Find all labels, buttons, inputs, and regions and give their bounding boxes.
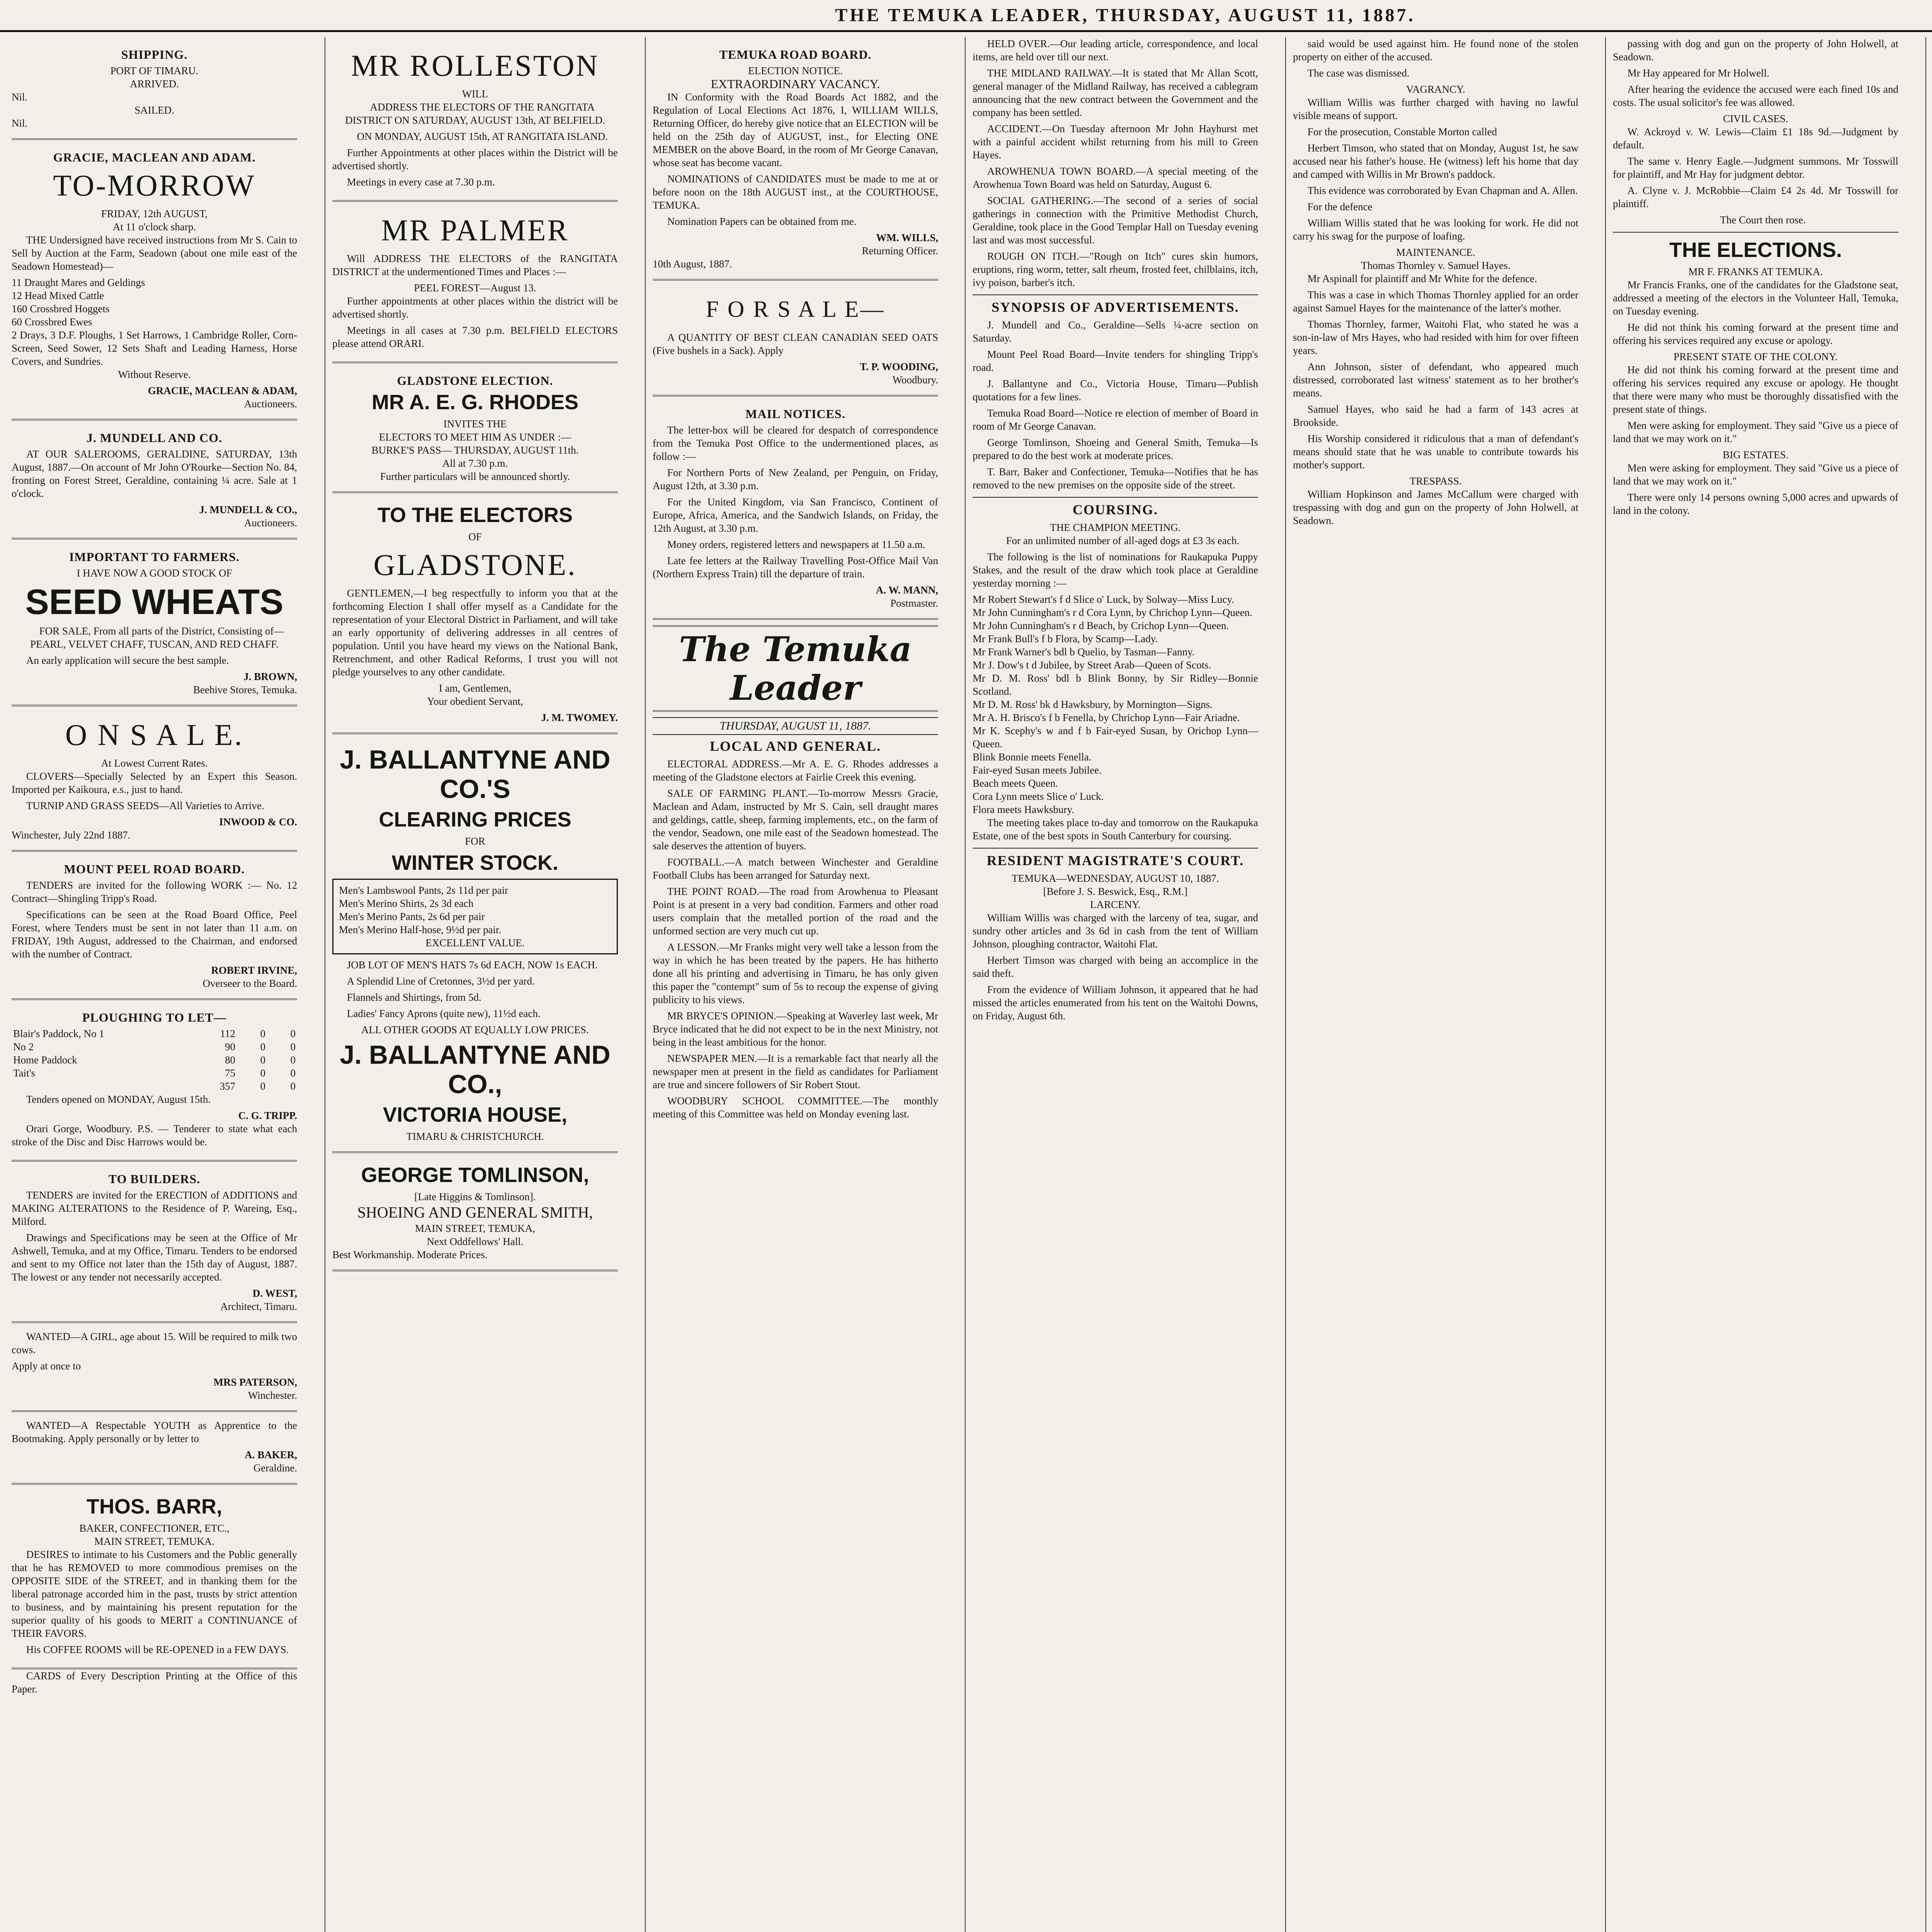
- news-paragraph: ROUGH ON ITCH.—"Rough on Itch" cures skin humors, eruptions, ring worm, tetter, salt rheum, frosted feet, chilblains, itch, ivy poison, barber's itch.: [973, 250, 1258, 288]
- cards-notice: CARDS of Every Description Printing at the Office of this Paper.: [12, 1670, 297, 1695]
- synopsis-item: T. Barr, Baker and Confectioner, Temuka—Notifies that he has removed to the new premises on the opposite side of the street.: [973, 466, 1258, 491]
- synopsis-item: George Tomlinson, Shoeing and General Smith, Temuka—Is prepared to do the best work at moderate prices.: [973, 437, 1258, 461]
- leader-title: The Temuka Leader: [679, 629, 912, 708]
- palmer-place: PEEL FOREST—August 13.: [414, 282, 536, 294]
- paddock-perches: 0: [290, 1054, 296, 1066]
- estates-paragraph: Men were asking for employment. They said "Give us a piece of land that we may work on it.": [1613, 462, 1898, 487]
- trespass-body: William Hopkinson and James McCallum were charged with trespassing with dog and gun on the property of John Holwell, at Seadown.: [1293, 488, 1578, 526]
- onsale-body: CLOVERS—Specially Selected by an Expert this Season. Imported per Kaikoura, e.s., just to hand.: [12, 770, 297, 795]
- civil-paragraph: W. Ackroyd v. W. Lewis—Claim £1 18s 9d.—Judgment by default.: [1613, 126, 1898, 151]
- paddock-roods: 0: [260, 1041, 265, 1053]
- local-paragraph: A LESSON.—Mr Franks might very well take a lesson from the way in which he has been treated by the papers. He has hitherto done all his printing and advertising in Timaru, he has only given this paper the "contempt" sum of 5s to recoup the expense of giving publicity to his views.: [653, 941, 938, 1005]
- tomorrow-item: 60 Crossbred Ewes: [12, 316, 92, 328]
- onsale-signature: INWOOD & CO.: [219, 816, 297, 828]
- electors-to: TO THE ELECTORS: [377, 503, 573, 527]
- table-row: [12, 1040, 297, 1053]
- mount-peel-body: TENDERS are invited for the following WORK :— No. 12 Contract—Shingling Tripp's Road.: [12, 879, 297, 904]
- wanted-youth-ad: [12, 1412, 297, 1485]
- rm-paragraph: From the evidence of William Johnson, it appeared that he had missed the articles enumerated from his tent on the Waitohi Downs, on Friday, August 6th.: [973, 984, 1258, 1022]
- paddock-name: Home Paddock: [13, 1054, 77, 1066]
- election-notice: ELECTION NOTICE.: [748, 65, 843, 77]
- barr-address: MAIN STREET, TEMUKA.: [94, 1536, 214, 1547]
- maintenance-paragraph: Thomas Thornley, farmer, Waitohi Flat, who stated he was a son-in-law of Mrs Hayes, who had resided with him for over fifteen years.: [1293, 318, 1578, 356]
- onsale-body2: TURNIP AND GRASS SEEDS—All Varieties to Arrive.: [26, 800, 264, 811]
- vagrancy-paragraph: This evidence was corroborated by Evan Chapman and A. Allen.: [1307, 185, 1578, 196]
- vagrancy-paragraph: For the defence: [1307, 201, 1372, 213]
- rhodes-more: Further particulars will be announced shortly.: [380, 471, 570, 482]
- rhodes-invites: INVITES THE: [443, 418, 507, 430]
- palmer-name: MR PALMER: [381, 213, 569, 247]
- civil-paragraph: A. Clyne v. J. McRobbie—Claim £4 2s 4d. Mr Tosswill for plaintiff.: [1613, 185, 1898, 209]
- mail-signature: A. W. MANN,: [876, 584, 938, 596]
- larceny-title: LARCENY.: [1090, 899, 1141, 910]
- paddock-perches: 0: [290, 1041, 296, 1053]
- twomey-ad: [332, 493, 618, 734]
- table-row: [12, 1080, 297, 1093]
- road-board-body3: Nomination Papers can be obtained from me.: [667, 216, 857, 227]
- paddock-roods: 0: [260, 1067, 265, 1079]
- job-lot: JOB LOT OF MEN'S HATS 7s 6d EACH, NOW 1s EACH.: [347, 959, 598, 971]
- ploughing-ps: Orari Gorge, Woodbury. P.S. — Tenderer to state what each stroke of the Disc and Disc Harrows would be.: [12, 1123, 297, 1148]
- tomorrow-time: At 11 o'clock sharp.: [112, 221, 196, 233]
- gracie-auction-ad: [12, 140, 297, 420]
- paddock-name: Tait's: [13, 1067, 35, 1079]
- shipping-notice: [12, 37, 297, 140]
- flannels: Flannels and Shirtings, from 5d.: [347, 992, 481, 1003]
- rhodes-place: BURKE'S PASS— THURSDAY, AUGUST 11th.: [371, 444, 579, 456]
- column-3: [645, 37, 945, 1932]
- mail-body2: For Northern Ports of New Zealand, per Penguin, on Friday, August 12th, at 3.30 p.m.: [653, 467, 938, 492]
- rm-paragraph: William Willis was charged with the larceny of tea, sugar, and sundry other articles and 3s 6d in cash from the tent of William Johnson, ploughing contractor, Waitohi Flat.: [973, 912, 1258, 950]
- coursing-entry: Mr Frank Warner's bdl b Quelio, by Tasman—Fanny.: [973, 646, 1195, 658]
- civil-cases-title: CIVIL CASES.: [1723, 113, 1788, 124]
- coursing-title: COURSING.: [1072, 502, 1158, 517]
- wanted-girl-place: Winchester.: [248, 1389, 297, 1401]
- rolleston-will: WILL: [462, 88, 488, 100]
- table-row: [12, 1053, 297, 1066]
- gracie-signature-title: Auctioneers.: [244, 398, 297, 410]
- mundell-body: AT OUR SALEROOMS, GERALDINE, SATURDAY, 13th August, 1887.—On account of Mr John O'Rourke—Section No. 84, fronting on Forest Street, Geraldine, containing ¼ acre. Sale at 1 o'clock.: [12, 448, 297, 499]
- draw-entry: Fair-eyed Susan meets Jubilee.: [973, 764, 1102, 776]
- road-board-title: TEMUKA ROAD BOARD.: [719, 48, 872, 61]
- onsale-place: Winchester, July 22nd 1887.: [12, 829, 131, 841]
- running-head-text: THE TEMUKA LEADER, THURSDAY, AUGUST 11, 1887.: [835, 5, 1415, 26]
- draw-entry: Beach meets Queen.: [973, 777, 1058, 789]
- for-sale-signature: T. P. WOODING,: [860, 361, 938, 372]
- tomorrow-reserve: Without Reserve.: [118, 369, 191, 380]
- ploughing-ad: [12, 1000, 297, 1162]
- tomlinson-foot: Best Workmanship. Moderate Prices.: [332, 1249, 488, 1260]
- winter-items-box: [332, 879, 618, 954]
- barr-coffee: His COFFEE ROOMS will be RE-OPENED in a FEW DAYS.: [26, 1644, 289, 1655]
- builders-body: TENDERS are invited for the ERECTION of ADDITIONS and MAKING ALTERATIONS to the Residence of P. Wareing, Esq., Milford.: [12, 1189, 297, 1227]
- twomey-yours: Your obedient Servant,: [427, 696, 523, 707]
- draw-entry: Cora Lynn meets Slice o' Luck.: [973, 791, 1104, 802]
- farmers-signature: J. BROWN,: [243, 671, 297, 682]
- twomey-signature: J. M. TWOMEY.: [541, 712, 618, 723]
- coursing-intro: For an unlimited number of all-aged dogs at £3 3s each.: [1006, 535, 1240, 546]
- tomorrow-heading: TO-MORROW: [53, 168, 256, 202]
- mail-notices: [653, 396, 938, 620]
- ploughing-body: Tenders opened on MONDAY, August 15th.: [26, 1094, 211, 1105]
- gladstone-election-title: GLADSTONE ELECTION.: [397, 374, 553, 388]
- newspaper-page: [5, 37, 1932, 1932]
- divider: [973, 497, 1258, 498]
- rm-court-before: [Before J. S. Beswick, Esq., R.M.]: [1043, 886, 1188, 897]
- column-7: [1925, 37, 1932, 1932]
- local-paragraph: WOODBURY SCHOOL COMMITTEE.—The monthly meeting of this Committee was held on Monday evening last.: [653, 1095, 938, 1120]
- rhodes-name: MR A. E. G. RHODES: [371, 391, 579, 414]
- for-sale-body: A QUANTITY OF BEST CLEAN CANADIAN SEED OATS (Five bushels in a Sack). Apply: [653, 332, 938, 356]
- rolleston-ad: [332, 37, 618, 202]
- divider: [1613, 232, 1898, 233]
- palmer-body2: Further appointments at other places within the district will be advertised shortly.: [332, 295, 618, 320]
- state-paragraph: Men were asking for employment. They said "Give us a piece of land that we may work on it.": [1613, 420, 1898, 444]
- court-paragraph: Mr Hay appeared for Mr Holwell.: [1627, 67, 1770, 79]
- mount-peel-title: MOUNT PEEL ROAD BOARD.: [64, 862, 245, 876]
- paddock-name: Blair's Paddock, No 1: [13, 1028, 104, 1039]
- tomlinson-address: MAIN STREET, TEMUKA,: [415, 1223, 535, 1234]
- ploughing-signature: C. G. TRIPP.: [238, 1110, 297, 1121]
- farmers-sample: An early application will secure the best sample.: [26, 655, 229, 666]
- road-board-date: 10th August, 1887.: [653, 258, 732, 270]
- vagrancy-paragraph: Herbert Timson, who stated that on Monday, August 1st, he saw accused near his father's house. He (witness) left his home that day and camped with Willis in Mr Brown's paddock.: [1293, 142, 1578, 180]
- trespass-title: TRESPASS.: [1410, 475, 1462, 487]
- column-5: [1285, 37, 1585, 1932]
- cretonnes: A Splendid Line of Cretonnes, 3½d per yard.: [347, 975, 535, 987]
- column-4: [965, 37, 1265, 1932]
- rolleston-meetings: Meetings in every case at 7.30 p.m.: [347, 176, 495, 188]
- clearing-heading: CLEARING PRICES: [379, 808, 571, 831]
- wanted-girl-body: WANTED—A GIRL, age about 15. Will be required to milk two cows.: [12, 1331, 297, 1355]
- rhodes-ad: [332, 363, 618, 493]
- court-paragraph: passing with dog and gun on the property of John Holwell, at Seadown.: [1613, 38, 1898, 63]
- rm-court-date: TEMUKA—WEDNESDAY, AUGUST 10, 1887.: [1012, 872, 1219, 884]
- mount-peel-signature: ROBERT IRVINE,: [211, 964, 297, 976]
- electors-of: OF: [468, 531, 482, 543]
- paddock-roods: 0: [260, 1028, 265, 1039]
- maintenance-paragraph: Mr Aspinall for plaintiff and Mr White for the defence.: [1307, 273, 1537, 284]
- synopsis-title: SYNOPSIS OF ADVERTISEMENTS.: [992, 299, 1239, 315]
- vagrancy-paragraph: William Willis was further charged with having no lawful visible means of support.: [1293, 97, 1578, 121]
- maintenance-case: Thomas Thornley v. Samuel Hayes.: [1361, 260, 1510, 271]
- winter-item: Men's Merino Shirts, 2s 3d each: [339, 898, 474, 909]
- estates-paragraph: There were only 14 persons owning 5,000 acres and upwards of land in the colony.: [1613, 492, 1898, 516]
- leader-date: THURSDAY, AUGUST 11, 1887.: [653, 717, 938, 735]
- table-row: [12, 1066, 297, 1080]
- coursing-body: The following is the list of nominations for Raukapuka Puppy Stakes, and the result of the draw which took place at Geraldine yesterday morning :—: [973, 551, 1258, 589]
- coursing-foot: The meeting takes place to-day and tomorrow on the Raukapuka Estate, one of the best spots in South Canterbury for coursing.: [973, 817, 1258, 842]
- tomorrow-body: THE Undersigned have received instructions from Mr S. Cain to Sell by Auction at the Farm, Seadown (about one mile east of the Seadown Homestead)—: [12, 234, 297, 272]
- rolleston-body: ADDRESS THE ELECTORS OF THE RANGITATA DISTRICT ON SATURDAY, AUGUST 13th, AT BELFIELD.: [345, 101, 605, 126]
- ballantyne-ad: [332, 734, 618, 1153]
- palmer-ad: [332, 202, 618, 363]
- wanted-youth-body: WANTED—A Respectable YOUTH as Apprentice to the Bootmaking. Apply personally or by letter to: [12, 1420, 297, 1444]
- barr-name: THOS. BARR,: [87, 1495, 222, 1518]
- mundell-ad: [12, 420, 297, 539]
- franks-paragraph: He did not think his coming forward at the present time and offering his services required any excuse or apology.: [1613, 321, 1898, 346]
- coursing-entry: Mr John Cunningham's r d Beach, by Crichop Lynn—Queen.: [973, 620, 1229, 631]
- barr-trade: BAKER, CONFECTIONER, ETC.,: [79, 1522, 230, 1534]
- farmers-body: FOR SALE, From all parts of the District, Consisting of— PEARL, VELVET CHAFF, TUSCAN, AND RED CHAFF.: [30, 625, 284, 650]
- mail-body5: Late fee letters at the Railway Travelling Post-Office Mail Van (Northern Express Train) till the departure of train.: [653, 555, 938, 580]
- sailed-value: Nil.: [12, 117, 28, 129]
- draw-entry: Blink Bonnie meets Fenella.: [973, 751, 1092, 763]
- franks-subtitle: MR F. FRANKS AT TEMUKA.: [1688, 266, 1823, 277]
- coursing-entry: Mr D. M. Ross' bk d Hawksbury, by Mornington—Signs.: [973, 699, 1213, 710]
- victoria-sub: TIMARU & CHRISTCHURCH.: [406, 1131, 544, 1142]
- for-sale-ad: [653, 281, 938, 396]
- road-board-signature: WM. WILLS,: [876, 232, 938, 243]
- mail-body4: Money orders, registered letters and newspapers at 11.50 a.m.: [667, 539, 925, 550]
- tomlinson-ad: [332, 1153, 618, 1271]
- builders-signature: D. WEST,: [252, 1287, 297, 1299]
- palmer-body: Will ADDRESS THE ELECTORS of the RANGITATA DISTRICT at the undermentioned Times and Places :—: [332, 253, 618, 277]
- rhodes-time: All at 7.30 p.m.: [442, 457, 508, 469]
- mail-body: The letter-box will be cleared for despatch of correspondence from the Temuka Post Office to the undermentioned places, as follow :—: [653, 424, 938, 462]
- twomey-iam: I am, Gentlemen,: [439, 682, 512, 694]
- electors-gladstone: GLADSTONE.: [373, 548, 577, 582]
- paddock-roods: 0: [260, 1080, 265, 1092]
- maintenance-paragraph: His Worship considered it ridiculous that a man of defendant's means should state that he was unable to contribute towards his mother's support.: [1293, 433, 1578, 471]
- coursing-entry: Mr Robert Stewart's f d Slice o' Luck, by Solway—Miss Lucy.: [973, 594, 1234, 605]
- court-paragraph: said would be used against him. He found none of the stolen property on either of the accused.: [1293, 38, 1578, 63]
- paddock-name: [12, 1080, 207, 1093]
- column-1: [5, 37, 304, 1932]
- ballantyne-heading-2: J. BALLANTYNE AND CO.,: [340, 1040, 611, 1099]
- builders-body2: Drawings and Specifications may be seen at the Office of Mr Ashwell, Temuka, and at my Office, Timaru. Tenders to be endorsed and sent to my Office not later than the 15th day of August, 1887. The lowest or any tender not necessarily accepted.: [12, 1232, 297, 1283]
- mount-peel-ad: [12, 852, 297, 1000]
- paddock-perches: 0: [290, 1080, 296, 1092]
- big-estates-title: BIG ESTATES.: [1723, 449, 1789, 461]
- seed-wheats-heading: SEED WHEATS: [25, 582, 284, 622]
- local-paragraph: FOOTBALL.—A match between Winchester and Geraldine Football Clubs has been arranged for Saturday next.: [653, 856, 938, 881]
- road-board-signature-title: Returning Officer.: [862, 245, 938, 257]
- vagrancy-title: VAGRANCY.: [1406, 83, 1465, 95]
- paddock-acres: 75: [225, 1067, 235, 1079]
- draw-entry: Flora meets Hawksbury.: [973, 804, 1074, 815]
- farmers-ad: [12, 539, 297, 706]
- rolleston-body2: ON MONDAY, AUGUST 15th, AT RANGITATA ISLAND.: [357, 131, 608, 142]
- franks-paragraph: Mr Francis Franks, one of the candidates for the Gladstone seat, addressed a meeting of the electors in the Volunteer Hall, Temuka, on Tuesday evening.: [1613, 279, 1898, 317]
- paddock-perches: 0: [290, 1028, 296, 1039]
- mail-title: MAIL NOTICES.: [745, 407, 845, 421]
- table-row: [12, 1027, 297, 1040]
- column-6: [1605, 37, 1905, 1932]
- paddock-acres: 90: [225, 1041, 235, 1053]
- winter-item: Men's Merino Pants, 2s 6d per pair: [339, 911, 485, 922]
- news-paragraph: HELD OVER.—Our leading article, correspondence, and local items, are held over till our next.: [973, 38, 1258, 63]
- leader-masthead: [653, 625, 938, 712]
- tomorrow-item: 11 Draught Mares and Geldings: [12, 277, 145, 288]
- coursing-entry: Mr D. M. Ross' bdl b Blink Bonny, by Sir Ridley—Bonnie Scotland.: [973, 672, 1258, 697]
- rolleston-name: MR ROLLESTON: [351, 49, 599, 82]
- arrived-value: Nil.: [12, 91, 28, 103]
- news-paragraph: ACCIDENT.—On Tuesday afternoon Mr John Hayhurst met with a painful accident whilst returning from his mill to Green Hayes.: [973, 123, 1258, 161]
- tomlinson-next: Next Oddfellows' Hall.: [427, 1236, 524, 1247]
- sailed-label: SAILED.: [134, 104, 174, 116]
- news-paragraph: SOCIAL GATHERING.—The second of a series of social gatherings in connection with the Primitive Methodist Church, Geraldine, took place in the Good Templar Hall on Tuesday evening last and was most successful.: [973, 195, 1258, 246]
- maintenance-paragraph: This was a case in which Thomas Thornley applied for an order against Samuel Hayes for the maintenance of the latter's mother.: [1293, 289, 1578, 314]
- court-paragraph: After hearing the evidence the accused were each fined 10s and costs. The usual solicitor's fee was allowed.: [1613, 83, 1898, 108]
- excellent-value: EXCELLENT VALUE.: [425, 937, 525, 949]
- winter-stock-heading: WINTER STOCK.: [392, 851, 558, 874]
- mundell-heading: J. MUNDELL AND CO.: [86, 431, 223, 445]
- mount-peel-body2: Specifications can be seen at the Road Board Office, Peel Forest, where Tenders must be sent in not later than 11 a.m. on FRIDAY, 19th August, addressed to the Chairman, and endorsed with the number of Contract.: [12, 909, 297, 960]
- for-sale-place: Woodbury.: [892, 374, 938, 386]
- local-paragraph: NEWSPAPER MEN.—It is a remarkable fact that nearly all the newspaper men at present in the field as candidates for Parliament are true and sincere followers of Sir Robert Stout.: [653, 1053, 938, 1090]
- paddock-acres: 80: [225, 1054, 235, 1066]
- barr-ad: [12, 1485, 297, 1669]
- gracie-heading: GRACIE, MACLEAN AND ADAM.: [53, 150, 256, 164]
- tomorrow-item: 2 Drays, 3 D.F. Ploughs, 1 Set Harrows, 1 Cambridge Roller, Corn-Screen, Seed Sower, 12 Sets Shaft and Leading Harness, Horse Covers, and Sundries.: [12, 329, 297, 367]
- tomorrow-item: 160 Crossbred Hoggets: [12, 303, 110, 315]
- rm-court-title: RESIDENT MAGISTRATE'S COURT.: [986, 853, 1244, 868]
- rm-paragraph: Herbert Timson was charged with being an accomplice in the said theft.: [973, 954, 1258, 979]
- coursing-entry: Mr K. Scephy's w and f b Fair-eyed Susan, by Orichop Lynn—Queen.: [973, 725, 1258, 750]
- local-paragraph: MR BRYCE'S OPINION.—Speaking at Waverley last week, Mr Bryce indicated that he did not expect to be in the next Ministry, not being in the least ambitious for the honor.: [653, 1010, 938, 1048]
- winter-item: Men's Lambswool Pants, 2s 11d per pair: [339, 884, 509, 896]
- maintenance-paragraph: Samuel Hayes, who said he had a farm of 143 acres at Brookside.: [1293, 403, 1578, 428]
- shoeing-heading: SHOEING AND GENERAL SMITH,: [357, 1204, 593, 1221]
- synopsis-item: J. Ballantyne and Co., Victoria House, Timaru—Publish quotations for a few lines.: [973, 378, 1258, 403]
- vagrancy-paragraph: William Willis stated that he was looking for work. He did not carry his swag for the purpose of loafing.: [1293, 217, 1578, 242]
- extraordinary-vacancy: EXTRAORDINARY VACANCY.: [711, 77, 880, 91]
- present-state-title: PRESENT STATE OF THE COLONY.: [1673, 351, 1838, 362]
- news-paragraph: AROWHENUA TOWN BOARD.—A special meeting of the Arowhenua Town Board was held on Saturday, August 6.: [973, 165, 1258, 190]
- farmers-title: IMPORTANT TO FARMERS.: [69, 550, 240, 564]
- paddock-roods: 0: [260, 1054, 265, 1066]
- synopsis-item: Temuka Road Board—Notice re election of member of Board in room of Mr George Canavan.: [973, 407, 1258, 432]
- champion-title: THE CHAMPION MEETING.: [1050, 522, 1181, 533]
- civil-paragraph: The same v. Henry Eagle.—Judgment summons. Mr Tosswill for plaintiff, and Mr Hay for judgment debtor.: [1613, 155, 1898, 180]
- for-sale-heading: F O R S A L E—: [706, 296, 885, 322]
- aprons: Ladies' Fancy Aprons (quite new), 11½d each.: [347, 1008, 541, 1019]
- wanted-youth-signature: A. BAKER,: [245, 1449, 297, 1461]
- state-paragraph: He did not think his coming forward at the present time and offering his services required any excuse or apology. He thought that there were many who must be thoroughly dissatisfied with the present state of things.: [1613, 364, 1898, 415]
- farmers-signature-addr: Beehive Stores, Temuka.: [193, 684, 297, 696]
- coursing-entry: Mr Frank Bull's f b Flora, by Scamp—Lady.: [973, 633, 1158, 645]
- mail-signature-title: Postmaster.: [890, 597, 938, 609]
- for-label: FOR: [465, 835, 485, 847]
- barr-body: DESIRES to intimate to his Customers and the Public generally that he has REMOVED to more commodious premises on the OPPOSITE SIDE of the STREET, and in thanking them for the liberal patronage accorded him in the past, trusts by strict attention to business, and by maintaining his present reputation for the superior quality of his goods to MERIT a CONTINUANCE of THEIR FAVORS.: [12, 1549, 297, 1639]
- palmer-body3: Meetings in all cases at 7.30 p.m. BELFIELD ELECTORS please attend ORARI.: [332, 325, 618, 349]
- newspaper-running-head: [0, 0, 1932, 32]
- ballantyne-heading: J. BALLANTYNE AND CO.'S: [340, 745, 611, 804]
- column-2: [325, 37, 625, 1932]
- gracie-signature: GRACIE, MACLEAN & ADAM,: [148, 385, 297, 396]
- reduced-notice: ALL OTHER GOODS AT EQUALLY LOW PRICES.: [361, 1024, 589, 1036]
- mail-body3: For the United Kingdom, via San Francisco, Continent of Europe, Africa, America, and the Sandwich Islands, on Friday, the 12th August, at 3.30 p.m.: [653, 496, 938, 534]
- paddock-acres: 112: [220, 1028, 235, 1039]
- mount-peel-signature-title: Overseer to the Board.: [202, 978, 297, 989]
- mundell-signature: J. MUNDELL & CO.,: [199, 504, 297, 515]
- road-board-body2: NOMINATIONS of CANDIDATES must be made to me at or before noon on the 18th AUGUST inst., at the COURTHOUSE, TEMUKA.: [653, 173, 938, 211]
- builders-title: TO BUILDERS.: [108, 1172, 201, 1186]
- civil-paragraph: The Court then rose.: [1720, 214, 1806, 226]
- road-board-body: IN Conformity with the Road Boards Act 1882, and the Regulation of Local Elections Act 1876, I, WILLIAM WILLS, Returning Officer, do hereby give notice that an ELECTION will be held on the 25th day of AUGUST, inst., for Electing ONE MEMBER on the above Board, in the room of Mr George Canavan, whose seat has become vacant.: [653, 91, 938, 168]
- winter-item: Men's Merino Half-hose, 9½d per pair.: [339, 924, 502, 935]
- elections-title: THE ELECTIONS.: [1669, 238, 1842, 262]
- paddock-name: No 2: [13, 1041, 34, 1053]
- onsale-ad: [12, 706, 297, 852]
- synopsis-item: Mount Peel Road Board—Invite tenders for shingling Tripp's road.: [973, 349, 1258, 373]
- divider: [973, 294, 1258, 295]
- synopsis-item: J. Mundell and Co., Geraldine—Sells ¼-acre section on Saturday.: [973, 319, 1258, 344]
- twomey-body: GENTLEMEN,—I beg respectfully to inform you that at the forthcoming Election I shall offer myself as a Candidate for the representation of your Electoral District in Parliament, and will take an early opportunity of delivering addresses in all centres of population. Until you have heard my views on the National Bank, Retrenchment, and other Radical Reforms, I trust you will not pledge yourselves to any other candidate.: [332, 587, 618, 678]
- rolleston-body3: Further Appointments at other places within the District will be advertised shortly.: [332, 147, 618, 172]
- rhodes-body: ELECTORS TO MEET HIM AS UNDER :—: [379, 431, 571, 443]
- wanted-girl-ad: [12, 1323, 297, 1412]
- wanted-girl-apply: Apply at once to: [12, 1360, 81, 1372]
- local-general-title: LOCAL AND GENERAL.: [709, 738, 881, 754]
- onsale-sub: At Lowest Current Rates.: [101, 757, 208, 769]
- tomorrow-date: FRIDAY, 12th AUGUST,: [101, 208, 208, 219]
- farmers-intro: I HAVE NOW A GOOD STOCK OF: [77, 567, 232, 579]
- shipping-port: PORT OF TIMARU.: [110, 65, 199, 77]
- victoria-house: VICTORIA HOUSE,: [383, 1103, 568, 1126]
- shipping-title: SHIPPING.: [121, 48, 188, 61]
- onsale-heading: O N S A L E.: [65, 718, 244, 752]
- wanted-girl-signature: MRS PATERSON,: [213, 1376, 297, 1388]
- builders-ad: [12, 1162, 297, 1323]
- maintenance-title: MAINTENANCE.: [1396, 247, 1475, 258]
- divider: [973, 848, 1258, 849]
- coursing-entry: Mr John Cunningham's r d Cora Lynn, by Chrichop Lynn—Queen.: [973, 607, 1253, 618]
- paddock-perches: 0: [290, 1067, 296, 1079]
- vagrancy-paragraph: For the prosecution, Constable Morton called: [1307, 126, 1497, 138]
- maintenance-paragraph: Ann Johnson, sister of defendant, who appeared much distressed, corroborated last witness' statement as to her brother's means.: [1293, 361, 1578, 399]
- tomlinson-name: GEORGE TOMLINSON,: [361, 1163, 589, 1187]
- local-paragraph: SALE OF FARMING PLANT.—To-morrow Messrs Gracie, Maclean and Adam, instructed by Mr S. Cain, sell draught mares and geldings, cattle, sheep, farming implements, etc., on the farm of the vendor, Seadown, one mile east of the Seadown homestead. The sale deserves the attention of buyers.: [653, 787, 938, 852]
- tomlinson-late: [Late Higgins & Tomlinson].: [414, 1191, 536, 1202]
- wanted-youth-place: Geraldine.: [253, 1462, 297, 1474]
- local-paragraph: ELECTORAL ADDRESS.—Mr A. E. G. Rhodes addresses a meeting of the Gladstone electors at Fairlie Creek this evening.: [653, 758, 938, 783]
- coursing-entry: Mr J. Dow's t d Jubilee, by Street Arab—Queen of Scots.: [973, 659, 1211, 671]
- coursing-entry: Mr A. H. Brisco's f b Fenella, by Chrichop Lynn—Fair Ariadne.: [973, 712, 1240, 723]
- local-paragraph: THE POINT ROAD.—The road from Arowhenua to Pleasant Point is at present in a very bad condition. Farmers and other road users complain that the metalled portion of the road and the unformed section are very much cut up.: [653, 886, 938, 937]
- arrived-label: ARRIVED.: [130, 78, 179, 90]
- tomorrow-item: 12 Head Mixed Cattle: [12, 290, 104, 301]
- builders-signature-title: Architect, Timaru.: [220, 1301, 297, 1312]
- paddock-acres: 357: [219, 1080, 235, 1092]
- ploughing-table: [12, 1027, 297, 1093]
- road-board-notice: [653, 37, 938, 281]
- news-paragraph: THE MIDLAND RAILWAY.—It is stated that Mr Allan Scott, general manager of the Midland Railway, has received a cablegram announcing that the new contract between the Government and the company has been settled.: [973, 67, 1258, 118]
- mundell-signature-title: Auctioneers.: [244, 517, 297, 529]
- court-paragraph: The case was dismissed.: [1307, 67, 1410, 79]
- ploughing-title: PLOUGHING TO LET—: [82, 1010, 227, 1024]
